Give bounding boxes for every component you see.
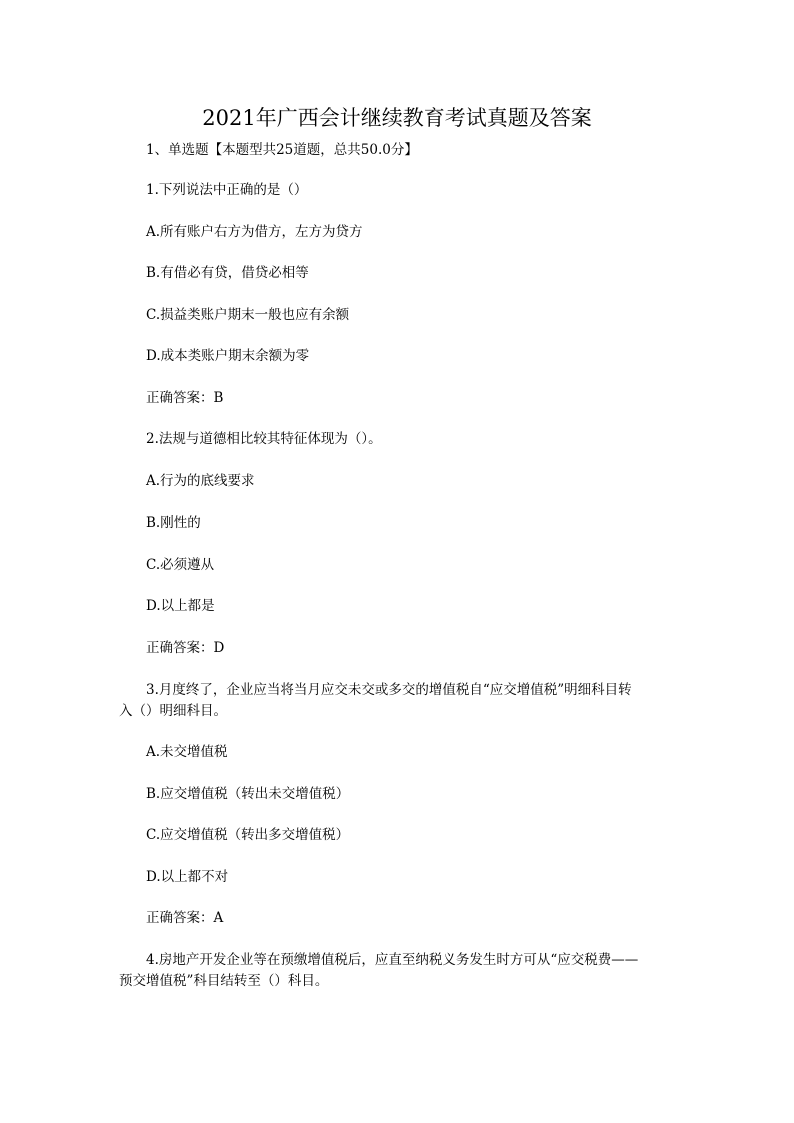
question-2-stem: 2.法规与道德相比较其特征体现为（）。: [146, 431, 382, 447]
question-1-stem: 1.下列说法中正确的是（）: [146, 182, 308, 198]
question-3-option-a: A.未交增值税: [146, 744, 228, 760]
question-4-stem-line-1: 4.房地产开发企业等在预缴增值税后，应直至纳税义务发生时方可从“应交税费——: [146, 952, 639, 968]
section-header: 1、单选题【本题型共25道题，总共50.0分】: [146, 142, 418, 158]
question-2-option-b: B.刚性的: [146, 515, 201, 531]
question-3-stem-line-2: 入（）明细科目。: [119, 703, 227, 719]
question-3-option-c: C.应交增值税（转出多交增值税）: [146, 827, 350, 843]
question-2-option-d: D.以上都是: [146, 598, 215, 614]
document-title: 2021年广西会计继续教育考试真题及答案: [202, 106, 592, 130]
question-2-option-c: C.必须遵从: [146, 557, 215, 573]
question-1-option-b: B.有借必有贷，借贷必相等: [146, 265, 309, 281]
question-1-answer: 正确答案：B: [146, 390, 224, 406]
question-3-stem-line-1: 3.月度终了，企业应当将当月应交未交或多交的增值税自“应交增值税”明细科目转: [146, 682, 632, 698]
question-4-stem-line-2: 预交增值税”科目结转至（）科目。: [119, 973, 329, 989]
question-3-answer: 正确答案：A: [146, 910, 224, 926]
question-1-option-c: C.损益类账户期末一般也应有余额: [146, 307, 350, 323]
question-2-option-a: A.行为的底线要求: [146, 473, 255, 489]
question-2-answer: 正确答案：D: [146, 640, 225, 656]
question-3-option-b: B.应交增值税（转出未交增值税）: [146, 786, 350, 802]
question-1-option-d: D.成本类账户期末余额为零: [146, 348, 310, 364]
question-3-option-d: D.以上都不对: [146, 869, 229, 885]
question-1-option-a: A.所有账户右方为借方，左方为贷方: [146, 224, 363, 240]
